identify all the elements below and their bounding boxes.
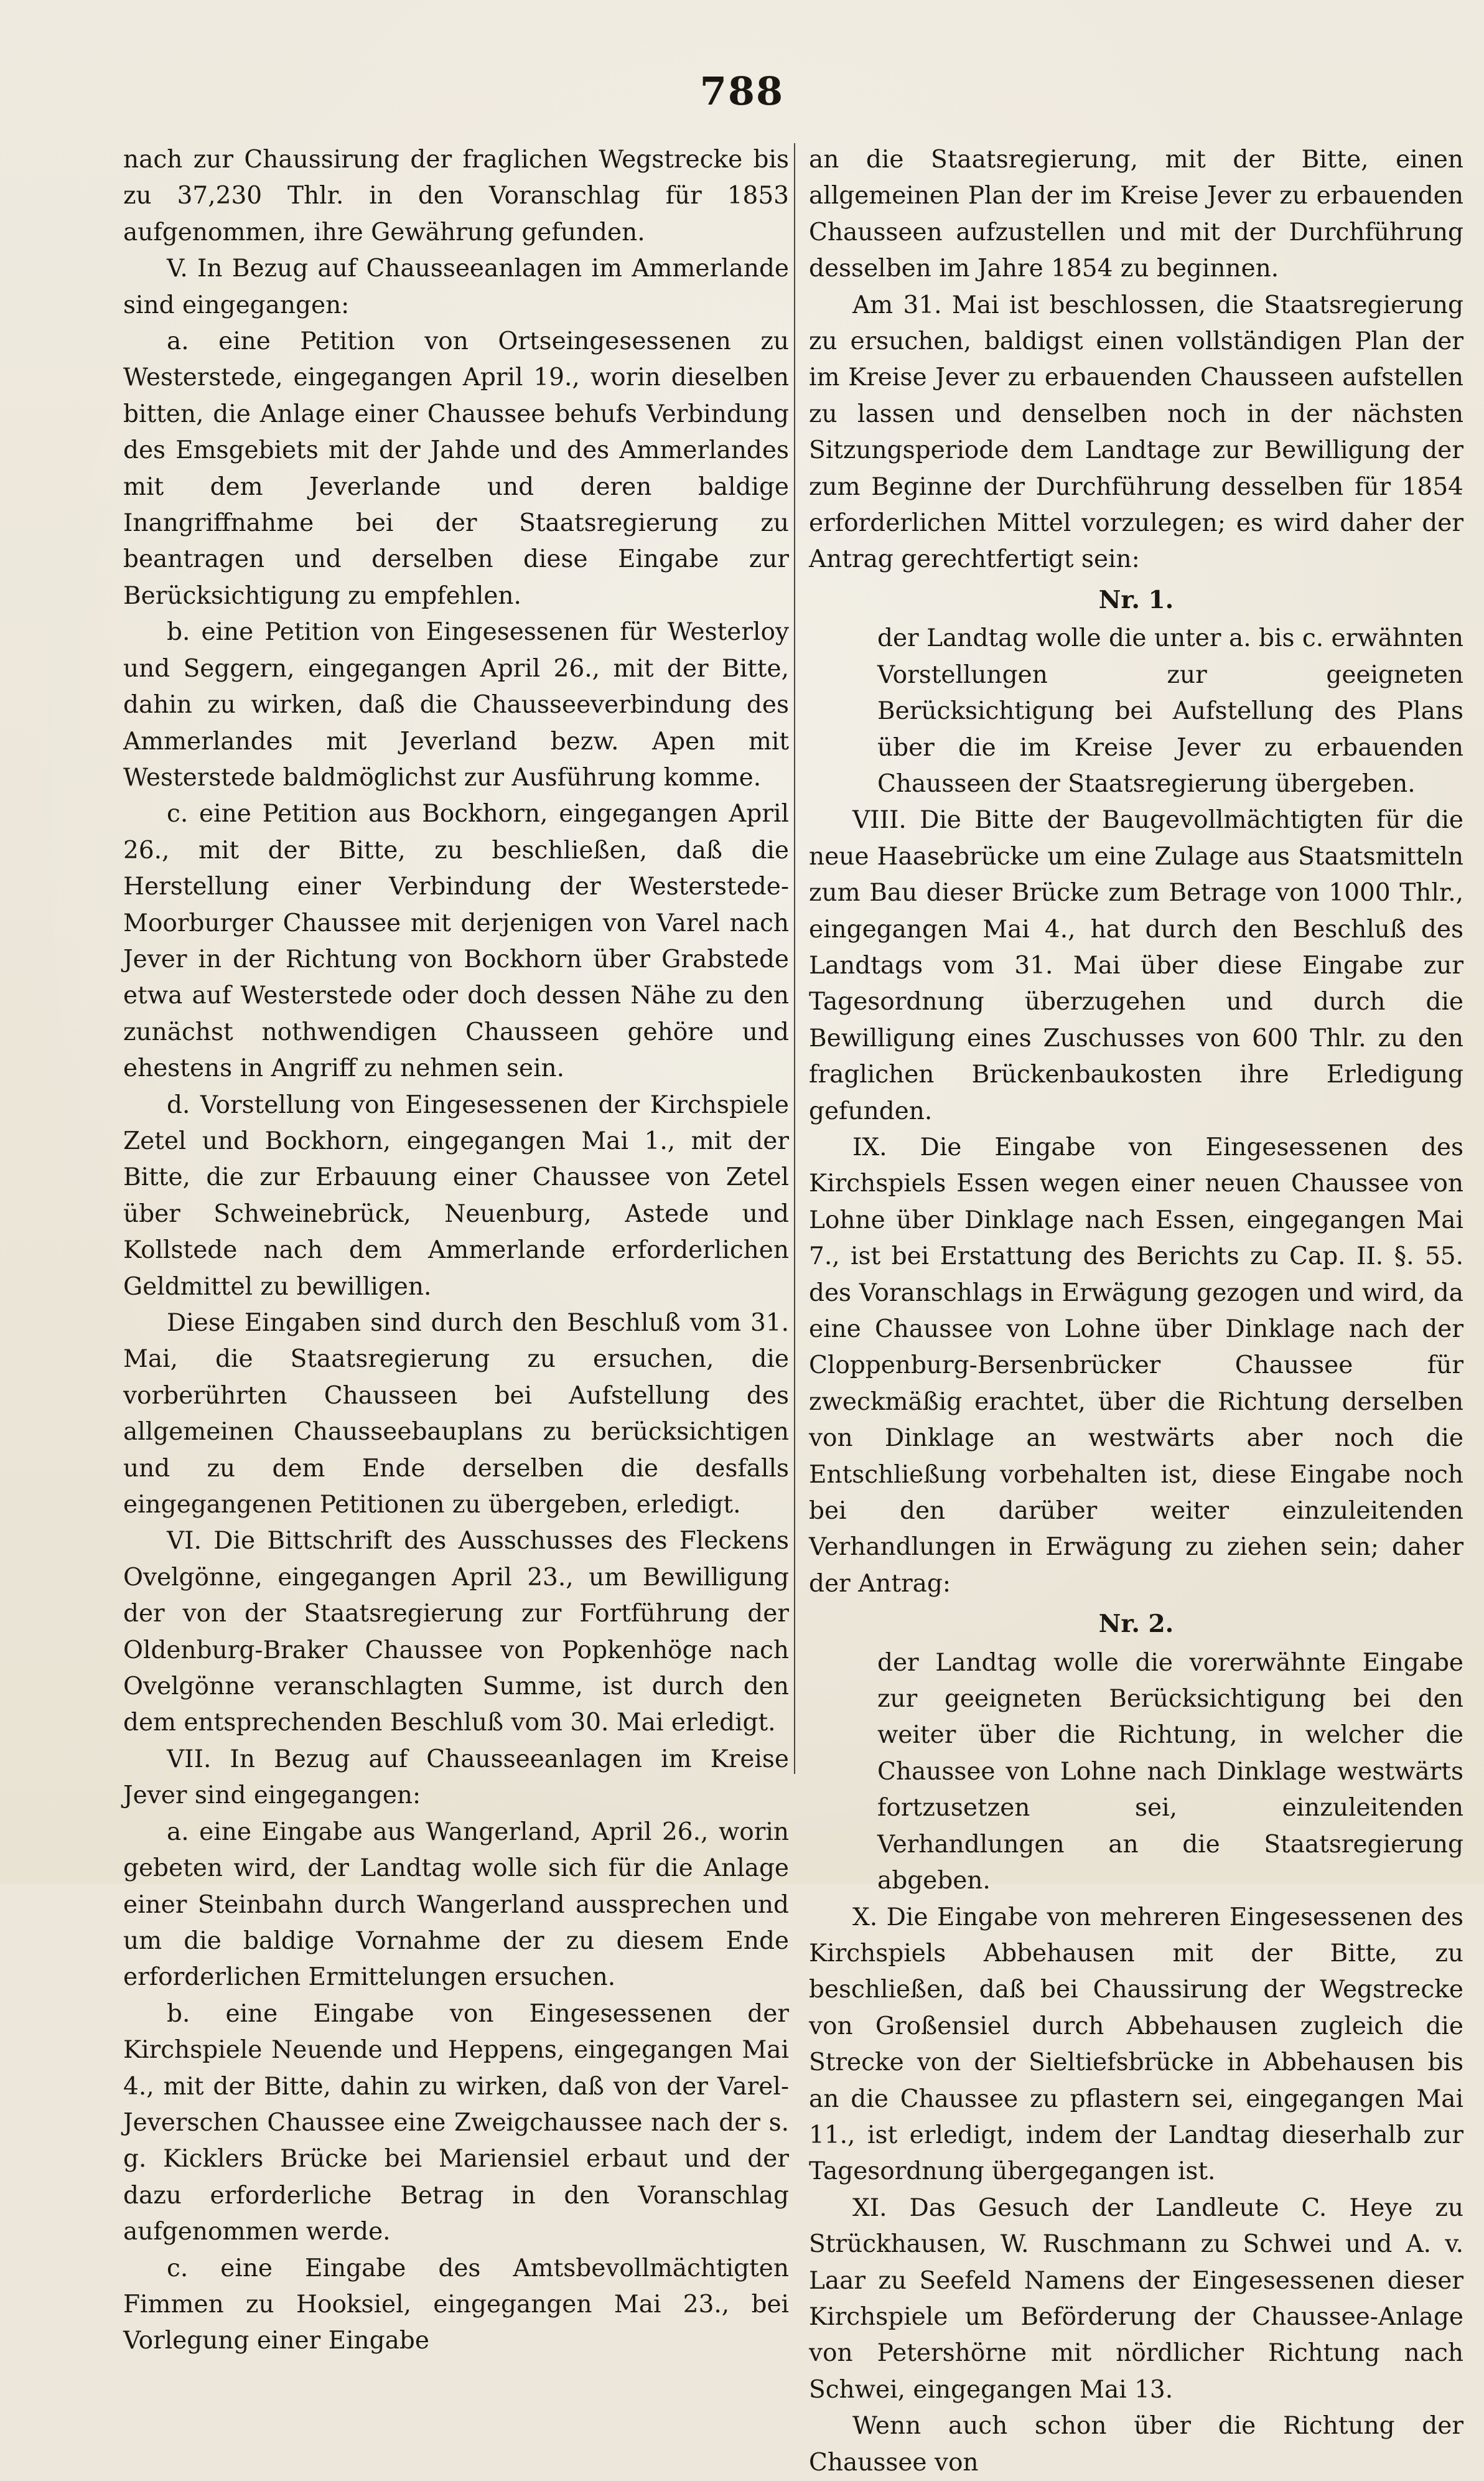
list-item: d. Vorstellung von Eingesessenen der Kirchspiele Zetel und Bockhorn, eingegangen Mai 1., mit der Bitte, die zur Erbauung einer Chaussee von Zetel über Schweinebrück, Neuenburg, Astede und Kollstede nach dem Ammerlande erforderlichen Geldmittel zu bewilligen. [123, 1090, 789, 1301]
section-xi: XI. Das Gesuch der Landleute C. Heye zu Strückhausen, W. Ruschmann zu Schwei und A. v. Laar zu Seefeld Namens der Eingesessenen dieser Kirchspiele um Beförderung der Chaussee-Anlage von Petershörne mit nördlicher Richtung nach Schwei, eingegangen Mai 13. [809, 2193, 1463, 2404]
paragraph: Diese Eingaben sind durch den Beschluß vom 31. Mai, die Staatsregierung zu ersuchen, die vorberührten Chausseen bei Aufstellung des allgemeinen Chausseebauplans zu berücksichtigen und zu dem Ende derselben die desfalls eingegangenen Petitionen zu übergeben, erledigt. [123, 1309, 789, 1519]
paragraph: Wenn auch schon über die Richtung der Chaussee von [809, 2412, 1463, 2477]
paragraph: an die Staatsregierung, mit der Bitte, einen allgemeinen Plan der im Kreise Jever zu erbauenden Chausseen aufzustellen und mit der Durchführung desselben im Jahre 1854 zu beginnen. [809, 146, 1463, 283]
section-viii: VIII. Die Bitte der Baugevollmächtigten für die neue Haasebrücke um eine Zulage aus Staatsmitteln zum Bau dieser Brücke zum Betrage von 1000 Thlr., eingegangen Mai 4., hat durch den Beschluß des Landtags vom 31. Mai über diese Eingabe zur Tagesordnung überzugehen und durch die Bewilligung eines Zuschusses von 600 Thlr. zu den fraglichen Brückenbaukosten ihre Erledigung gefunden. [809, 806, 1463, 1125]
section-heading-vii: VII. In Bezug auf Chausseeanlagen im Kreise Jever sind eingegangen: [123, 1745, 789, 1810]
section-ix: IX. Die Eingabe von Eingesessenen des Kirchspiels Essen wegen einer neuen Chaussee von Lohne über Dinklage nach Essen, eingegangen Mai 7., ist bei Erstattung des Berichts zu Cap. II. §. 55. des Voranschlags in Erwägung gezogen und wird, da eine Chaussee von Lohne über Dinklage nach der Cloppenburg-Bersenbrücker Chaussee für zweckmäßig erachtet, über die Richtung derselben von Dinklage an westwärts aber noch die Entschließung vorbehalten ist, diese Eingabe noch bei den darüber weiter einzuleitenden Verhandlungen in Erwägung zu ziehen sein; daher der Antrag: [809, 1133, 1463, 1598]
list-item: c. eine Eingabe des Amtsbevollmächtigten Fimmen zu Hooksiel, eingegangen Mai 23., bei Vorlegung einer Eingabe [123, 2254, 789, 2355]
resolution-text: der Landtag wolle die vorerwähnte Eingabe zur geeigneten Berücksichtigung bei den weiter über die Richtung, in welcher die Chaussee von Lohne nach Dinklage westwärts fortzusetzen sei, einzuleitenden Verhandlungen an die Staatsregierung abgeben. [877, 1648, 1463, 1895]
left-column [123, 142, 789, 2360]
list-item: a. eine Eingabe aus Wangerland, April 26., worin gebeten wird, der Landtag wolle sich für die Anlage einer Steinbahn durch Wangerland aussprechen und um die baldige Vornahme der zu diesem Ende erforderlichen Ermittelungen ersuchen. [123, 1817, 789, 1992]
section-heading-v: V. In Bezug auf Chausseeanlagen im Ammerlande sind eingegangen: [123, 255, 789, 319]
list-item: b. eine Eingabe von Eingesessenen der Kirchspiele Neuende und Heppens, eingegangen Mai 4., mit der Bitte, dahin zu wirken, daß von der Varel-Jeverschen Chaussee eine Zweigchaussee nach der s. g. Kicklers Brücke bei Mariensiel erbaut und der dazu erforderliche Betrag in den Voranschlag aufgenommen werde. [123, 1999, 789, 2246]
section-x: X. Die Eingabe von mehreren Eingesessenen des Kirchspiels Abbehausen mit der Bitte, zu beschließen, daß bei Chaussirung der Wegstrecke von Großensiel durch Abbehausen zugleich die Strecke von der Sieltiefsbrücke in Abbehausen bis an die Chaussee zu pflastern sei, eingegangen Mai 11., ist erledigt, indem der Landtag dieserhalb zur Tagesordnung übergegangen ist. [809, 1903, 1463, 2186]
section-vi: VI. Die Bittschrift des Ausschusses des Fleckens Ovelgönne, eingegangen April 23., um Bewilligung der von der Staatsregierung zur Fortführung der Oldenburg-Braker Chaussee von Popkenhöge nach Ovelgönne veranschlagten Summe, ist durch den dem entsprechenden Beschluß vom 30. Mai erledigt. [123, 1527, 789, 1737]
paragraph: nach zur Chaussirung der fraglichen Wegstrecke bis zu 37,230 Thlr. in den Voranschlag für 1853 aufgenommen, ihre Gewährung gefunden. [123, 146, 789, 246]
resolution-text: der Landtag wolle die unter a. bis c. erwähnten Vorstellungen zur geeigneten Berücksichtigung bei Aufstellung des Plans über die im Kreise Jever zu erbauenden Chausseen der Staatsregierung übergeben. [877, 624, 1463, 798]
column-divider [794, 143, 795, 1774]
list-item: a. eine Petition von Ortseingesessenen zu Westerstede, eingegangen April 19., worin dieselben bitten, die Anlage einer Chaussee behufs Verbindung des Emsgebiets mit der Jahde und des Ammerlandes mit dem Jeverlande und deren baldige Inangriffnahme bei der Staatsregierung zu beantragen und derselben diese Eingabe zur Berücksichtigung zu empfehlen. [123, 327, 789, 610]
list-item: b. eine Petition von Eingesessenen für Westerloy und Seggern, eingegangen April 26., mit der Bitte, dahin zu wirken, daß die Chausseeverbindung des Ammerlandes mit Jeverland bezw. Apen mit Westerstede baldmöglichst zur Ausführung komme. [123, 618, 789, 792]
resolution-title: Nr. 2. [1098, 1610, 1174, 1639]
resolution-title: Nr. 1. [1098, 585, 1174, 614]
list-item: c. eine Petition aus Bockhorn, eingegangen April 26., mit der Bitte, zu beschließen, daß die Herstellung einer Verbindung der Westerstede-Moorburger Chaussee mit derjenigen von Varel nach Jever in der Richtung von Bockhorn über Grabstede etwa auf Westerstede oder doch dessen Nähe zu den zunächst nothwendigen Chausseen gehöre und ehestens in Angriff zu nehmen sein. [123, 800, 789, 1083]
paragraph: Am 31. Mai ist beschlossen, die Staatsregierung zu ersuchen, baldigst einen vollständigen Plan der im Kreise Jever zu erbauenden Chausseen aufstellen zu lassen und denselben noch in der nächsten Sitzungsperiode dem Landtage zur Bewilligung der zum Beginne der Durchführung desselben für 1854 erforderlichen Mittel vorzulegen; es wird daher der Antrag gerechtfertigt sein: [809, 291, 1463, 574]
page-number: 788 [699, 68, 785, 114]
right-column [809, 142, 1463, 2481]
